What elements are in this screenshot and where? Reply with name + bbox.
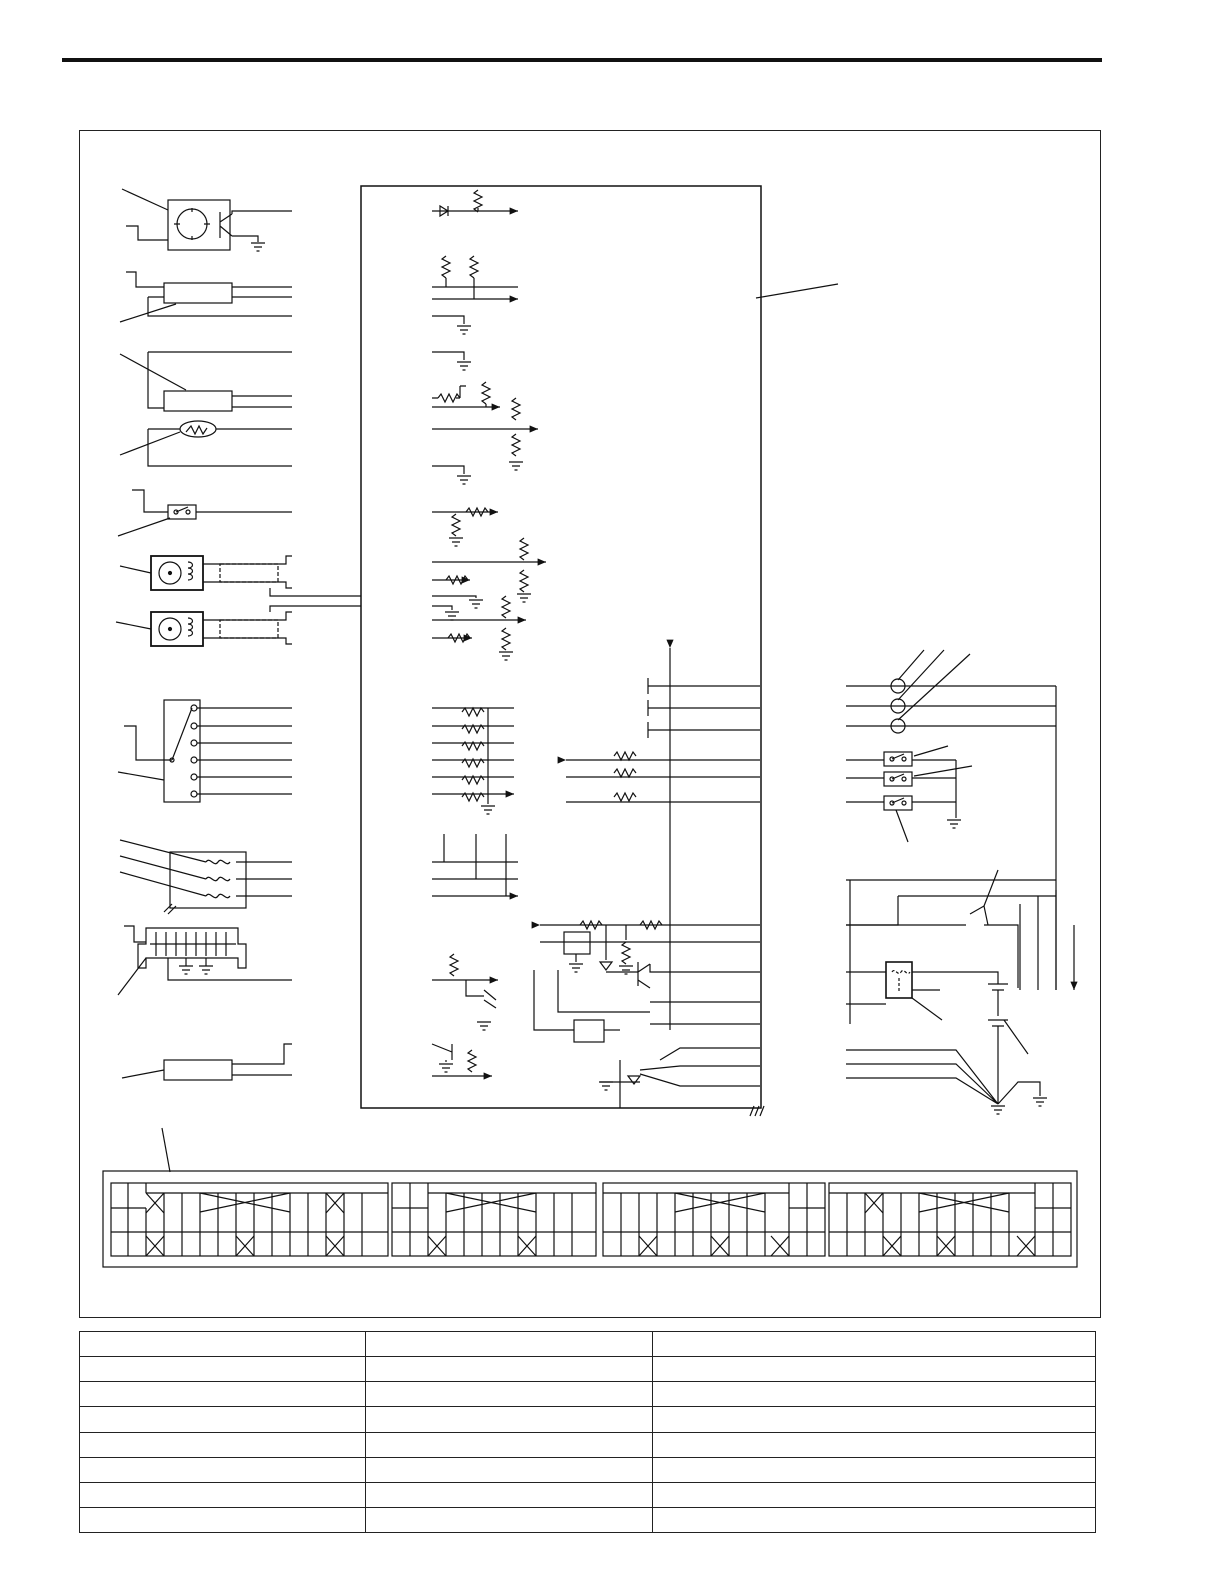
legend-cell [653, 1507, 1096, 1532]
legend-cell [366, 1482, 653, 1507]
ecm-internal-left [432, 190, 546, 660]
sensor-3 [120, 352, 292, 466]
connector-pinout [103, 1128, 1077, 1267]
ecm-internal-bottom [432, 954, 498, 1076]
legend-cell [366, 1457, 653, 1482]
legend-row [80, 1332, 1096, 1357]
ecm-internal-solenoid [432, 834, 518, 896]
legend-cell [653, 1332, 1096, 1357]
legend-row [80, 1507, 1096, 1532]
legend-cell [653, 1382, 1096, 1407]
legend-cell [366, 1382, 653, 1407]
connector-module [118, 926, 292, 995]
legend-cell [80, 1482, 366, 1507]
pinout-block-1 [111, 1183, 388, 1256]
ecm-internal-range [432, 708, 514, 814]
legend-cell [80, 1507, 366, 1532]
legend-cell [80, 1382, 366, 1407]
legend-cell [653, 1432, 1096, 1457]
legend-row [80, 1382, 1096, 1407]
legend-cell [653, 1357, 1096, 1382]
legend-cell [80, 1357, 366, 1382]
pinout-block-4 [829, 1183, 1071, 1256]
ecm-box [361, 186, 838, 1116]
legend-cell [80, 1432, 366, 1457]
speed-sensor [122, 189, 292, 251]
legend-cell [80, 1407, 366, 1432]
legend-cell [653, 1482, 1096, 1507]
legend-cell [80, 1332, 366, 1357]
legend-cell [366, 1332, 653, 1357]
legend-cell [366, 1432, 653, 1457]
legend-cell [653, 1407, 1096, 1432]
legend-cell [366, 1407, 653, 1432]
sensor-2 [120, 272, 292, 322]
legend-cell [653, 1457, 1096, 1482]
right-switches [846, 746, 972, 842]
sensor-bottom [122, 1044, 292, 1080]
range-switch [118, 700, 292, 802]
legend-row [80, 1432, 1096, 1457]
ignition-switch [846, 870, 1074, 1024]
legend-cell [366, 1507, 653, 1532]
legend-row [80, 1407, 1096, 1432]
ecm-internal-right [534, 648, 760, 1108]
pulse-generator-1 [120, 556, 361, 596]
legend-cell [366, 1357, 653, 1382]
pinout-block-2 [392, 1183, 596, 1256]
legend-row [80, 1482, 1096, 1507]
legend-row [80, 1357, 1096, 1382]
pulse-generator-2 [116, 606, 361, 646]
legend-row [80, 1457, 1096, 1482]
legend-table [79, 1331, 1096, 1533]
solenoids [120, 840, 292, 914]
switch-1 [118, 490, 292, 536]
pinout-block-3 [603, 1183, 825, 1256]
legend-cell [80, 1457, 366, 1482]
relay-battery [846, 962, 1047, 1114]
